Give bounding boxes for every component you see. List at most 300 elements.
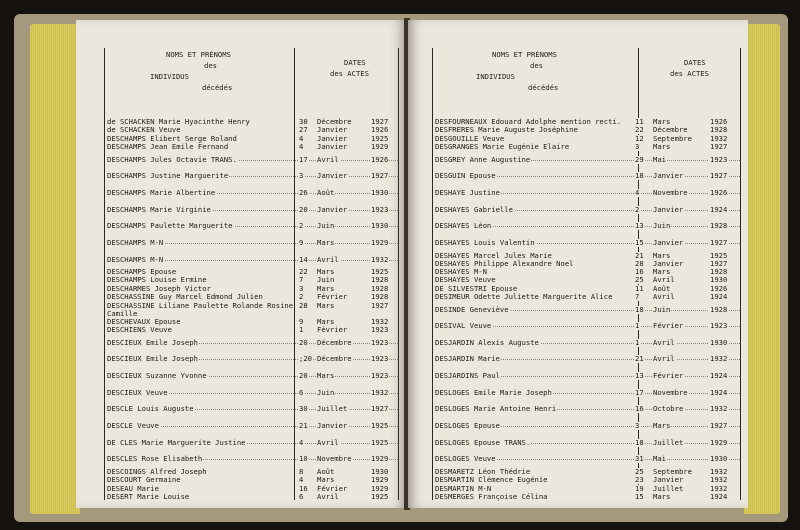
entry-day: 17 (299, 154, 308, 164)
entry-month: Janvier (653, 171, 684, 181)
entry-month: Avril (653, 275, 675, 285)
entry-day: 25 (635, 275, 644, 285)
entry-month: Février (653, 321, 684, 331)
register-line (106, 293, 398, 301)
entry-month: Décembre (653, 125, 688, 135)
entry-year: 1929 (371, 483, 389, 493)
left-header (104, 50, 396, 112)
entry-month: Juin (653, 221, 671, 231)
register-row (434, 239, 740, 247)
left-entries (106, 118, 398, 501)
register-row (434, 222, 740, 230)
register-line (106, 493, 398, 501)
entry-day: 16 (635, 404, 644, 414)
register-row (106, 485, 398, 501)
entry-month: Avril (317, 154, 339, 164)
entry-year: 1923 (371, 354, 389, 364)
header-decedes: décédés (202, 83, 233, 92)
register-line (106, 339, 398, 347)
entry-month: Mars (653, 491, 671, 501)
entry-day: 16 (635, 267, 644, 277)
header-dates: DATES (684, 58, 706, 67)
entry-year: 1925 (371, 133, 389, 143)
entry-month: Janvier (317, 133, 348, 143)
register-line (434, 206, 740, 214)
entry-name: DESHAYES Léon (435, 221, 492, 231)
entry-year: 1924 (710, 204, 728, 214)
entry-name: DESMARETZ Léon Thédrie (435, 467, 531, 477)
entry-month: Août (317, 187, 335, 197)
entry-day: 4 (299, 133, 304, 143)
entry-year: 1929 (371, 475, 389, 485)
entry-name: DESIMEUR Odette Juliette Marguerite Alice (435, 291, 613, 301)
entry-month: Septembre (653, 133, 692, 143)
entry-day: 1 (299, 325, 304, 335)
entry-month: Avril (653, 337, 675, 347)
entry-name: DESCIEUX Emile Joseph (107, 354, 198, 364)
entry-month: Janvier (317, 141, 348, 151)
entry-year: 1923 (371, 204, 389, 214)
register-row (106, 339, 398, 347)
entry-day: 23 (635, 475, 644, 485)
entry-month: Juin (317, 221, 335, 231)
entry-name: DESGOUILLE Veuve (435, 133, 505, 143)
entry-name: DESMERGES Françoise Célina (435, 491, 548, 501)
register-row (106, 455, 398, 463)
entry-name: DESHAYES M-N (435, 267, 487, 277)
entry-day: 3 (299, 283, 304, 293)
entry-month: Avril (317, 491, 339, 501)
entry-name: DESEAU Marie (107, 483, 159, 493)
entry-name: DESJARDIN Marie (435, 354, 500, 364)
register-line (106, 355, 398, 363)
register-row (106, 355, 398, 363)
register-row (106, 222, 398, 230)
register-line (434, 372, 740, 380)
entry-name: DESGUIN Epouse (435, 171, 496, 181)
entry-month: Juin (653, 304, 671, 314)
register-row (106, 206, 398, 214)
entry-name: DESCHIENS Veuve (107, 325, 172, 335)
right-header (432, 50, 738, 112)
register-line (434, 422, 740, 430)
register-line (106, 143, 398, 151)
entry-name: DESLOGES Marie Antoine Henri (435, 404, 557, 414)
entry-name: DESCLE Veuve (107, 421, 159, 431)
register-row (434, 439, 740, 447)
entry-year: 1929 (710, 437, 728, 447)
register-row (434, 468, 740, 484)
entry-year: 1925 (371, 421, 389, 431)
entry-year: 1927 (710, 237, 728, 247)
entry-year: 1923 (371, 337, 389, 347)
entry-year: 1929 (371, 141, 389, 151)
register-row (106, 285, 398, 301)
register-line (434, 189, 740, 197)
entry-year: 1930 (371, 221, 389, 231)
entry-month: Juillet (653, 437, 684, 447)
entry-month: Mars (317, 267, 335, 277)
entry-month: Janvier (653, 204, 684, 214)
entry-month: Février (317, 291, 348, 301)
right-column-divider-1 (432, 48, 433, 500)
entry-year: 1927 (371, 404, 389, 414)
register-row (434, 355, 740, 363)
entry-month: Septembre (653, 467, 692, 477)
entry-day: 20 (299, 204, 308, 214)
entry-day: 3 (635, 421, 640, 431)
entry-month: Janvier (653, 475, 684, 485)
entry-year: 1928 (710, 125, 728, 135)
entry-month: Mars (317, 475, 335, 485)
entry-year: 1932 (710, 354, 728, 364)
entry-day: 14 (299, 254, 308, 264)
entry-name: DESHAYES Gabrielle (435, 204, 513, 214)
entry-name: DESINDE Geneviève (435, 304, 509, 314)
entry-month: Février (317, 483, 348, 493)
entry-day: 28 (299, 300, 308, 310)
entry-year: 1932 (710, 467, 728, 477)
entry-month: Novembre (653, 187, 688, 197)
entry-year: 1930 (710, 454, 728, 464)
register-row (434, 405, 740, 413)
entry-month: Janvier (317, 421, 348, 431)
entry-name: DESCHAMPS Elibert Serge Roland (107, 133, 237, 143)
entry-year: 1930 (371, 187, 389, 197)
register-line (106, 256, 398, 264)
entry-month: Mars (653, 267, 671, 277)
entry-name: DESJARDIN Alexis Auguste (435, 337, 539, 347)
entry-name: DESHAYES Louis Valentin (435, 237, 535, 247)
entry-month: Juillet (653, 483, 684, 493)
register-row (434, 172, 740, 180)
entry-day: 4 (635, 187, 640, 197)
entry-month: Janvier (653, 258, 684, 268)
header-des: des (204, 61, 217, 70)
register-line (434, 339, 740, 347)
entry-day: 21 (635, 250, 644, 260)
entry-month: Avril (653, 291, 675, 301)
entry-day: 30 (299, 117, 308, 127)
entry-year: 1924 (710, 371, 728, 381)
entry-name: DESFOURNEAUX Edouard Adolphe mention recti. (435, 117, 622, 127)
register-row (106, 189, 398, 197)
entry-day: 19 (635, 483, 644, 493)
register-row (106, 422, 398, 430)
entry-name: DESMARTIN Clémence Eugénie (435, 475, 548, 485)
entry-month: Mars (317, 237, 335, 247)
entry-month: Mai (653, 154, 666, 164)
entry-year: 1925 (710, 250, 728, 260)
register-row (106, 468, 398, 484)
header-dates: DATES (344, 58, 366, 67)
register-row (434, 306, 740, 314)
entry-day: 6 (299, 491, 304, 501)
entry-year: 1927 (371, 171, 389, 181)
register-line (106, 156, 398, 164)
entry-month: Janvier (317, 125, 348, 135)
entry-name: DESCHEVAUX Epouse (107, 317, 181, 327)
entry-name: DESCOINGS Alfred Joseph (107, 467, 207, 477)
entry-day: 13 (635, 371, 644, 381)
entry-day: 8 (299, 467, 304, 477)
entry-day: 9 (299, 317, 304, 327)
entry-name: DESERT Marie Louise (107, 491, 190, 501)
entry-year: 1926 (710, 187, 728, 197)
entry-name: DESCHAMPS Marie Virginie (107, 204, 211, 214)
register-line (434, 276, 740, 284)
entry-name: DESCIEUX Emile Joseph (107, 337, 198, 347)
entry-day: 16 (299, 483, 308, 493)
entry-name: DESCIEUX Veuve (107, 387, 168, 397)
right-entries (434, 118, 740, 501)
entry-name: DESCHAMPS M-N (107, 237, 164, 247)
entry-year: 1925 (371, 267, 389, 277)
entry-day: 2 (299, 291, 304, 301)
register-row (434, 372, 740, 380)
entry-year: 1932 (710, 475, 728, 485)
entry-year: 1926 (371, 154, 389, 164)
entry-year: 1927 (710, 141, 728, 151)
entry-year: 1928 (710, 221, 728, 231)
register-line (434, 322, 740, 330)
entry-name: DESCIEUX Suzanne Yvonne (107, 371, 207, 381)
entry-month: Janvier (653, 237, 684, 247)
register-row (434, 339, 740, 347)
entry-name: DESFRERES Marie Auguste Joséphine (435, 125, 578, 135)
entry-day: 4 (299, 475, 304, 485)
entry-name: de SCHACKEN Marie Hyacinthe Henry (107, 117, 250, 127)
register-row (434, 485, 740, 501)
entry-name: DESCHAMPS Epouse (107, 267, 177, 277)
entry-day: 7 (299, 275, 304, 285)
entry-day: 20 (299, 337, 308, 347)
entry-day: 11 (635, 283, 644, 293)
entry-day: 22 (635, 125, 644, 135)
register-row (106, 156, 398, 164)
right-page (408, 20, 748, 508)
entry-month: Février (653, 371, 684, 381)
entry-name: DESLOGES Emile Marie Joseph (435, 387, 552, 397)
register-row (106, 172, 398, 180)
entry-month: Mars (653, 141, 671, 151)
register-row (434, 252, 740, 268)
entry-day: 22 (299, 267, 308, 277)
entry-month: Avril (653, 354, 675, 364)
entry-year: 1927 (710, 171, 728, 181)
register-line (106, 476, 398, 484)
register-line (434, 439, 740, 447)
entry-year: 1924 (710, 291, 728, 301)
entry-name: DESGRANGES Marie Eugénie Elaire (435, 141, 570, 151)
register-row (106, 389, 398, 397)
entry-year: 1929 (371, 237, 389, 247)
entry-day: ;20 (299, 354, 312, 364)
entry-day: 11 (635, 117, 644, 127)
register-row (434, 422, 740, 430)
entry-name: DESCLE Louis Auguste (107, 404, 194, 414)
entry-name: DESCHASSINE Guy Marcel Edmond Julien (107, 291, 263, 301)
entry-year: 1932 (710, 483, 728, 493)
register-row (106, 372, 398, 380)
entry-day: 4 (299, 437, 304, 447)
entry-name: DESCHAMPS M-N (107, 254, 164, 264)
entry-month: Mars (653, 250, 671, 260)
entry-year: 1928 (710, 267, 728, 277)
entry-day: 31 (635, 454, 644, 464)
header-individus: INDIVIDUS (150, 72, 189, 81)
entry-name: DESHAYES Philippe Alexandre Noel (435, 258, 574, 268)
register-line (106, 302, 398, 310)
register-line (434, 476, 740, 484)
entry-year: 1926 (710, 117, 728, 127)
entry-year: 1925 (371, 437, 389, 447)
entry-month: Août (653, 283, 671, 293)
entry-month: Décembre (317, 354, 352, 364)
entry-year: 1930 (371, 467, 389, 477)
entry-year: 1926 (710, 283, 728, 293)
entry-name: DE SILVESTRI Epouse (435, 283, 518, 293)
register-line (434, 389, 740, 397)
entry-day: 6 (299, 387, 304, 397)
left-page (76, 20, 406, 508)
entry-name: DESCHARMES Joseph Victor (107, 283, 211, 293)
header-noms: NOMS ET PRÉNOMS (166, 50, 231, 59)
register-row (434, 268, 740, 284)
entry-day: 4 (299, 141, 304, 151)
entry-month: Juin (317, 387, 335, 397)
register-line (434, 306, 740, 314)
header-des: des (530, 61, 543, 70)
entry-name: DESHAYES Marcel Jules Marie (435, 250, 552, 260)
entry-month: Décembre (317, 117, 352, 127)
entry-month: Avril (317, 437, 339, 447)
register-line (106, 422, 398, 430)
entry-year: 1929 (371, 454, 389, 464)
register-row (434, 455, 740, 463)
entry-name: DESCLES Rose Elisabeth (107, 454, 203, 464)
register-line (106, 405, 398, 413)
register-row (434, 389, 740, 397)
entry-year: 1928 (710, 304, 728, 314)
entry-month: Mars (317, 283, 335, 293)
entry-name: DESCHAMPS Justine Marguerite (107, 171, 229, 181)
entry-year: 1924 (710, 491, 728, 501)
register-line (434, 222, 740, 230)
entry-year: 1927 (710, 421, 728, 431)
entry-day: 21 (299, 421, 308, 431)
entry-name: DESCHAMPS Marie Albertine (107, 187, 216, 197)
entry-day: 12 (635, 133, 644, 143)
entry-day: 1 (635, 337, 640, 347)
entry-year: 1923 (710, 321, 728, 331)
entry-month: Juillet (317, 404, 348, 414)
entry-name: DESLOGES Epouse TRANS. (435, 437, 531, 447)
register-row (106, 439, 398, 447)
entry-year: 1932 (710, 404, 728, 414)
entry-month: Janvier (317, 171, 348, 181)
register-line (106, 206, 398, 214)
register-line (434, 355, 740, 363)
left-column-divider-3 (398, 48, 399, 500)
entry-year: 1923 (371, 325, 389, 335)
register-line (434, 293, 740, 301)
entry-year: 1926 (371, 125, 389, 135)
entry-day: 13 (635, 221, 644, 231)
register-line (434, 156, 740, 164)
register-line (434, 455, 740, 463)
entry-day: 3 (635, 141, 640, 151)
entry-month: Décembre (317, 337, 352, 347)
register-line (106, 455, 398, 463)
entry-year: 1928 (371, 291, 389, 301)
entry-year: 1932 (371, 387, 389, 397)
register-line (106, 239, 398, 247)
entry-day: 18 (635, 171, 644, 181)
register-row (106, 318, 398, 334)
left-column-divider-1 (104, 48, 105, 500)
entry-year: 1930 (710, 275, 728, 285)
entry-day: 28 (635, 258, 644, 268)
entry-name: DESCOURT Germaine (107, 475, 181, 485)
entry-name: de SCHACKEN Veuve (107, 125, 181, 135)
entry-year: 1932 (371, 317, 389, 327)
entry-day: 18 (635, 304, 644, 314)
entry-year: 1927 (371, 300, 389, 310)
entry-day: 2 (635, 204, 640, 214)
register-row (106, 256, 398, 264)
register-line (434, 493, 740, 501)
entry-day: 26 (299, 187, 308, 197)
header-des-actes: des ACTES (670, 69, 709, 78)
right-column-divider-3 (740, 48, 741, 500)
entry-year: 1928 (371, 283, 389, 293)
register-line (106, 222, 398, 230)
entry-name: DE CLES Marie Marguerite Justine (107, 437, 246, 447)
register-line (434, 405, 740, 413)
register-row (106, 405, 398, 413)
entry-year: 1923 (371, 371, 389, 381)
entry-year: 1923 (710, 154, 728, 164)
entry-name: DESCHAMPS Paulette Marguerite (107, 221, 233, 231)
entry-name: DESMARTIN M-N (435, 483, 492, 493)
header-decedes: décédés (528, 83, 559, 92)
entry-month: Mars (653, 421, 671, 431)
register-row (434, 156, 740, 164)
entry-month: Août (317, 467, 335, 477)
entry-month: Février (317, 325, 348, 335)
entry-month: Novembre (653, 387, 688, 397)
entry-name: DESHAYE Justine (435, 187, 500, 197)
entry-name: DESCHAMPS Jules Octavie TRANS. (107, 154, 237, 164)
entry-day: 2 (299, 221, 304, 231)
entry-month: Mai (653, 454, 666, 464)
entry-month: Mars (317, 300, 335, 310)
entry-month: Juin (317, 275, 335, 285)
entry-day: 1 (635, 321, 640, 331)
register-row (434, 206, 740, 214)
entry-year: 1930 (710, 337, 728, 347)
entry-name: DESIVAL Veuve (435, 321, 492, 331)
entry-year: 1928 (371, 275, 389, 285)
entry-day: 25 (635, 467, 644, 477)
register-row (434, 322, 740, 330)
entry-year: 1927 (371, 117, 389, 127)
page-edges-left (30, 24, 80, 514)
header-des-actes: des ACTES (330, 69, 369, 78)
entry-name: DESCHASSINE Liliane Paulette Rolande Rosine (107, 300, 294, 310)
entry-day: 15 (635, 491, 644, 501)
